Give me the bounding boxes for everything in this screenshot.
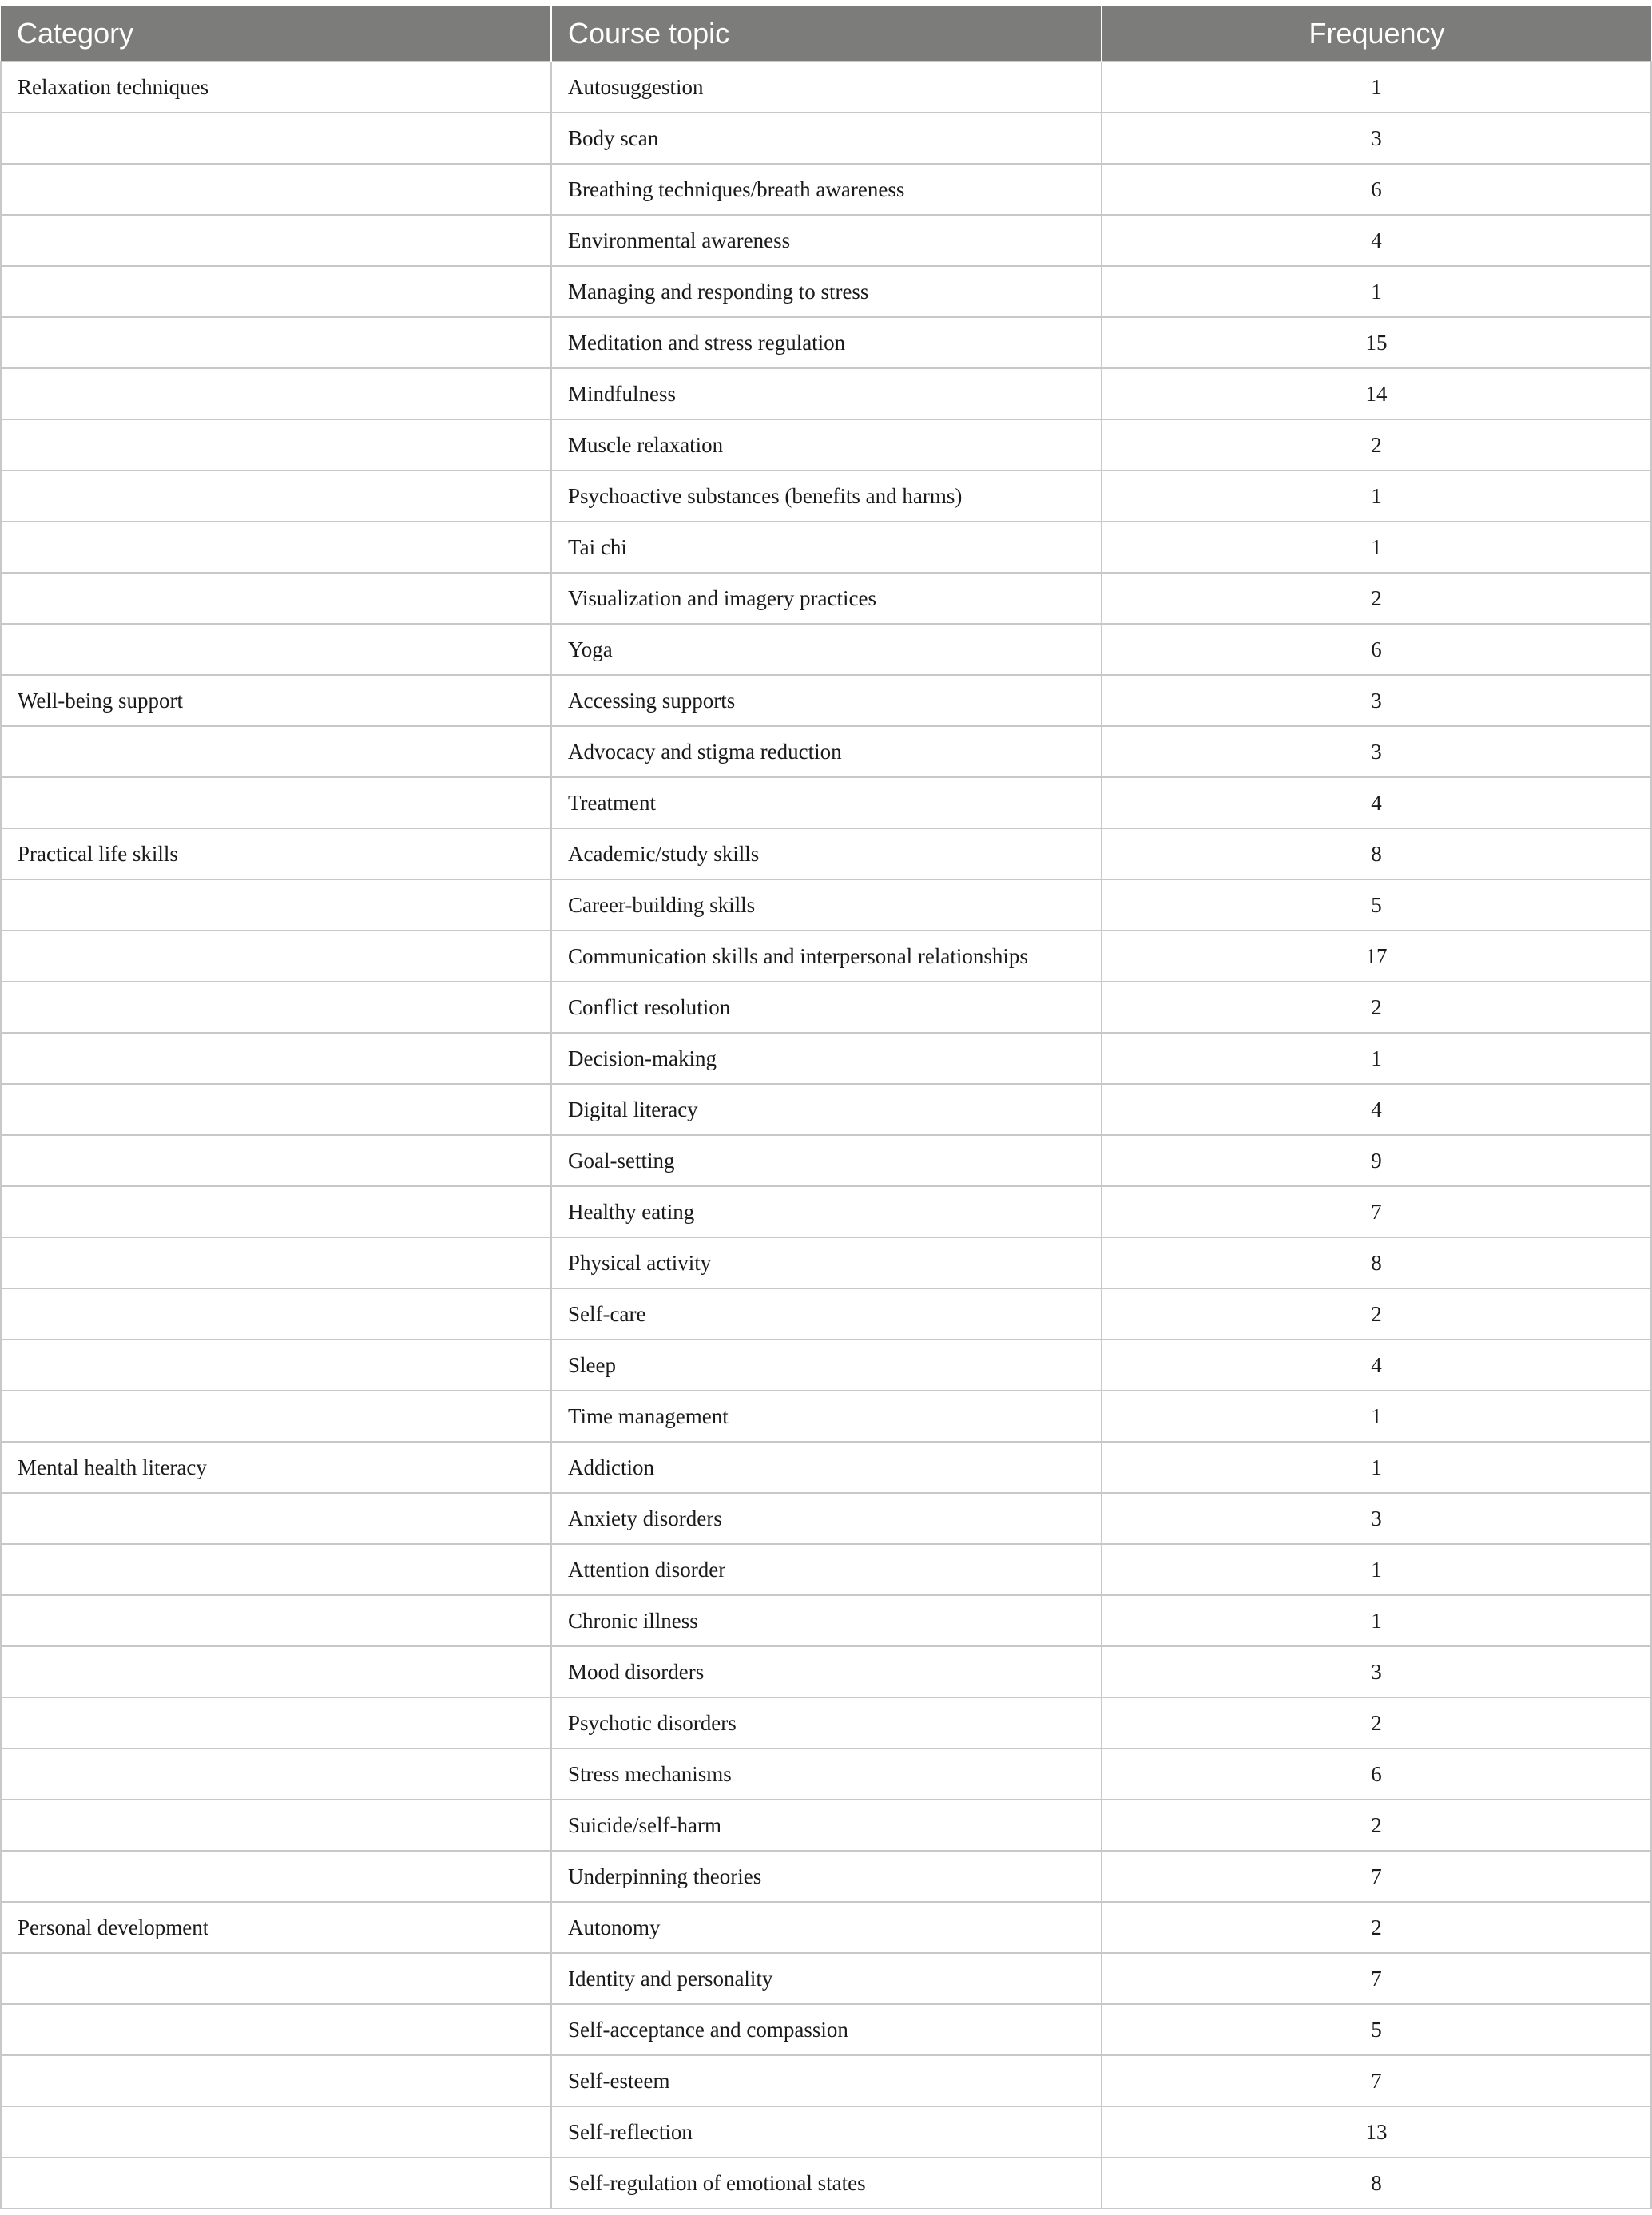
frequency-cell: 1	[1102, 1442, 1651, 1493]
frequency-cell: 6	[1102, 164, 1651, 215]
table-row	[1, 2106, 1651, 2157]
course-topic-cell: Tai chi	[551, 522, 1102, 573]
course-topic-cell: Conflict resolution	[551, 982, 1102, 1033]
course-topic-cell: Mood disorders	[551, 1646, 1102, 1697]
category-cell: Relaxation techniques	[1, 62, 551, 113]
category-cell	[1, 624, 551, 675]
course-topic-cell: Self-regulation of emotional states	[551, 2157, 1102, 2209]
frequency-cell: 1	[1102, 266, 1651, 317]
category-cell	[1, 1697, 551, 1749]
frequency-cell: 2	[1102, 419, 1651, 470]
course-topic-cell: Psychoactive substances (benefits and harms)	[551, 470, 1102, 522]
table-row	[1, 1288, 1651, 1340]
table-row	[1, 1749, 1651, 1800]
category-cell	[1, 1953, 551, 2004]
category-cell	[1, 1237, 551, 1288]
table-header	[1, 6, 1651, 62]
frequency-cell: 1	[1102, 470, 1651, 522]
course-topic-cell: Autonomy	[551, 1902, 1102, 1953]
category-cell	[1, 2157, 551, 2209]
category-cell	[1, 1033, 551, 1084]
course-topic-cell: Suicide/self-harm	[551, 1800, 1102, 1851]
table-row	[1, 1340, 1651, 1391]
course-topic-cell: Chronic illness	[551, 1595, 1102, 1646]
table-row	[1, 2157, 1651, 2209]
frequency-cell: 7	[1102, 1953, 1651, 2004]
table-row	[1, 62, 1651, 113]
course-topic-cell: Breathing techniques/breath awareness	[551, 164, 1102, 215]
category-cell: Personal development	[1, 1902, 551, 1953]
table-row	[1, 1033, 1651, 1084]
course-topic-cell: Addiction	[551, 1442, 1102, 1493]
category-cell	[1, 368, 551, 419]
course-topic-cell: Anxiety disorders	[551, 1493, 1102, 1544]
frequency-cell: 3	[1102, 675, 1651, 726]
category-cell	[1, 1084, 551, 1135]
course-topic-cell: Underpinning theories	[551, 1851, 1102, 1902]
table-row	[1, 1800, 1651, 1851]
category-cell	[1, 1749, 551, 1800]
category-cell	[1, 1595, 551, 1646]
category-cell	[1, 777, 551, 828]
course-topic-cell: Healthy eating	[551, 1186, 1102, 1237]
category-cell	[1, 982, 551, 1033]
category-cell	[1, 1800, 551, 1851]
table-row	[1, 1186, 1651, 1237]
frequency-cell: 7	[1102, 1851, 1651, 1902]
category-cell	[1, 573, 551, 624]
table-row	[1, 675, 1651, 726]
category-cell	[1, 1186, 551, 1237]
course-topics-table	[0, 6, 1652, 2209]
category-cell	[1, 1340, 551, 1391]
category-cell	[1, 470, 551, 522]
frequency-cell: 3	[1102, 1646, 1651, 1697]
frequency-cell: 1	[1102, 1391, 1651, 1442]
category-cell	[1, 1288, 551, 1340]
category-cell	[1, 1391, 551, 1442]
course-topic-cell: Attention disorder	[551, 1544, 1102, 1595]
frequency-cell: 9	[1102, 1135, 1651, 1186]
category-cell	[1, 317, 551, 368]
category-cell	[1, 164, 551, 215]
category-cell	[1, 726, 551, 777]
course-topic-cell: Psychotic disorders	[551, 1697, 1102, 1749]
table-row	[1, 522, 1651, 573]
frequency-cell: 1	[1102, 1595, 1651, 1646]
table-row	[1, 1084, 1651, 1135]
frequency-cell: 3	[1102, 113, 1651, 164]
frequency-cell: 13	[1102, 2106, 1651, 2157]
table-row	[1, 1391, 1651, 1442]
table-row	[1, 931, 1651, 982]
category-cell: Well-being support	[1, 675, 551, 726]
course-topic-cell: Career-building skills	[551, 879, 1102, 931]
table-row	[1, 879, 1651, 931]
course-topics-table-container	[0, 6, 1650, 2209]
frequency-cell: 6	[1102, 1749, 1651, 1800]
table-row	[1, 419, 1651, 470]
course-topic-cell: Body scan	[551, 113, 1102, 164]
category-cell	[1, 1646, 551, 1697]
category-cell	[1, 2004, 551, 2055]
course-topic-cell: Environmental awareness	[551, 215, 1102, 266]
course-topic-cell: Digital literacy	[551, 1084, 1102, 1135]
header-row	[1, 6, 1651, 62]
category-cell: Mental health literacy	[1, 1442, 551, 1493]
frequency-cell: 2	[1102, 1288, 1651, 1340]
course-topic-cell: Self-care	[551, 1288, 1102, 1340]
category-cell	[1, 931, 551, 982]
frequency-cell: 4	[1102, 777, 1651, 828]
frequency-cell: 4	[1102, 1084, 1651, 1135]
frequency-cell: 17	[1102, 931, 1651, 982]
header-course-topic: Course topic	[551, 6, 1102, 62]
course-topic-cell: Physical activity	[551, 1237, 1102, 1288]
course-topic-cell: Self-esteem	[551, 2055, 1102, 2106]
category-cell	[1, 266, 551, 317]
course-topic-cell: Meditation and stress regulation	[551, 317, 1102, 368]
category-cell	[1, 215, 551, 266]
frequency-cell: 5	[1102, 879, 1651, 931]
course-topic-cell: Advocacy and stigma reduction	[551, 726, 1102, 777]
table-row	[1, 470, 1651, 522]
frequency-cell: 8	[1102, 2157, 1651, 2209]
table-row	[1, 1851, 1651, 1902]
table-row	[1, 1953, 1651, 2004]
table-row	[1, 2055, 1651, 2106]
header-category: Category	[1, 6, 551, 62]
category-cell	[1, 113, 551, 164]
course-topic-cell: Goal-setting	[551, 1135, 1102, 1186]
category-cell: Practical life skills	[1, 828, 551, 879]
frequency-cell: 5	[1102, 2004, 1651, 2055]
frequency-cell: 4	[1102, 215, 1651, 266]
table-row	[1, 1237, 1651, 1288]
table-row	[1, 1697, 1651, 1749]
frequency-cell: 7	[1102, 1186, 1651, 1237]
category-cell	[1, 2055, 551, 2106]
course-topic-cell: Stress mechanisms	[551, 1749, 1102, 1800]
table-row	[1, 215, 1651, 266]
frequency-cell: 7	[1102, 2055, 1651, 2106]
frequency-cell: 1	[1102, 522, 1651, 573]
frequency-cell: 6	[1102, 624, 1651, 675]
course-topic-cell: Self-acceptance and compassion	[551, 2004, 1102, 2055]
table-row	[1, 368, 1651, 419]
category-cell	[1, 1135, 551, 1186]
frequency-cell: 2	[1102, 1902, 1651, 1953]
table-row	[1, 624, 1651, 675]
table-row	[1, 164, 1651, 215]
course-topic-cell: Communication skills and interpersonal relationships	[551, 931, 1102, 982]
table-row	[1, 1135, 1651, 1186]
frequency-cell: 2	[1102, 1697, 1651, 1749]
category-cell	[1, 879, 551, 931]
frequency-cell: 1	[1102, 1544, 1651, 1595]
course-topic-cell: Visualization and imagery practices	[551, 573, 1102, 624]
table-body	[1, 62, 1651, 2209]
frequency-cell: 8	[1102, 1237, 1651, 1288]
frequency-cell: 2	[1102, 573, 1651, 624]
table-row	[1, 777, 1651, 828]
table-row	[1, 1595, 1651, 1646]
table-row	[1, 2004, 1651, 2055]
header-frequency: Frequency	[1102, 6, 1651, 62]
category-cell	[1, 1493, 551, 1544]
course-topic-cell: Sleep	[551, 1340, 1102, 1391]
frequency-cell: 8	[1102, 828, 1651, 879]
table-row	[1, 113, 1651, 164]
table-row	[1, 1544, 1651, 1595]
course-topic-cell: Autosuggestion	[551, 62, 1102, 113]
frequency-cell: 3	[1102, 1493, 1651, 1544]
course-topic-cell: Yoga	[551, 624, 1102, 675]
category-cell	[1, 1851, 551, 1902]
table-row	[1, 1493, 1651, 1544]
category-cell	[1, 1544, 551, 1595]
course-topic-cell: Identity and personality	[551, 1953, 1102, 2004]
frequency-cell: 3	[1102, 726, 1651, 777]
category-cell	[1, 2106, 551, 2157]
table-row	[1, 1442, 1651, 1493]
frequency-cell: 1	[1102, 1033, 1651, 1084]
table-row	[1, 573, 1651, 624]
course-topic-cell: Accessing supports	[551, 675, 1102, 726]
frequency-cell: 15	[1102, 317, 1651, 368]
course-topic-cell: Time management	[551, 1391, 1102, 1442]
category-cell	[1, 522, 551, 573]
table-row	[1, 1902, 1651, 1953]
course-topic-cell: Treatment	[551, 777, 1102, 828]
course-topic-cell: Self-reflection	[551, 2106, 1102, 2157]
frequency-cell: 4	[1102, 1340, 1651, 1391]
frequency-cell: 2	[1102, 1800, 1651, 1851]
frequency-cell: 14	[1102, 368, 1651, 419]
table-row	[1, 828, 1651, 879]
table-row	[1, 982, 1651, 1033]
table-row	[1, 266, 1651, 317]
course-topic-cell: Muscle relaxation	[551, 419, 1102, 470]
table-row	[1, 726, 1651, 777]
course-topic-cell: Decision-making	[551, 1033, 1102, 1084]
table-row	[1, 1646, 1651, 1697]
course-topic-cell: Mindfulness	[551, 368, 1102, 419]
frequency-cell: 1	[1102, 62, 1651, 113]
table-row	[1, 317, 1651, 368]
course-topic-cell: Managing and responding to stress	[551, 266, 1102, 317]
frequency-cell: 2	[1102, 982, 1651, 1033]
category-cell	[1, 419, 551, 470]
course-topic-cell: Academic/study skills	[551, 828, 1102, 879]
